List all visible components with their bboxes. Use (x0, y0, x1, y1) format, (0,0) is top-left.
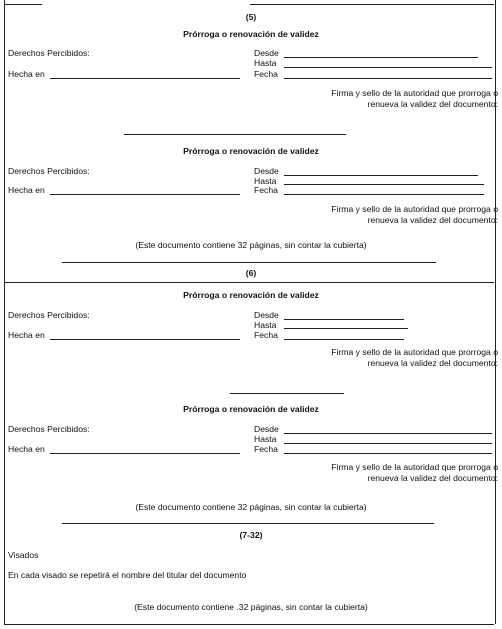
page-number-5: (5) (245, 12, 257, 22)
separator-4 (62, 523, 434, 524)
section-title-4: Prórroga o renovación de validez (183, 404, 319, 414)
footer-note-3: (Este documento contiene .32 páginas, sin contar la cubierta) (134, 602, 368, 612)
firma-text-3: Firma y sello de la autoridad que prorroga o renueva la validez del documento: (331, 347, 498, 368)
separator-2 (62, 262, 436, 263)
fecha-field-2[interactable] (284, 194, 484, 195)
firma-text-1: Firma y sello de la autoridad que prorroga o renueva la validez del documento: (331, 88, 498, 109)
firma-text-4: Firma y sello de la autoridad que prorroga o renueva la validez del documento: (331, 462, 498, 483)
visados-note: En cada visado se repetirá el nombre del titular del documento (8, 570, 247, 580)
section-title-2: Prórroga o renovación de validez (183, 146, 319, 156)
section-title-3: Prórroga o renovación de validez (183, 290, 319, 300)
hasta-field-2[interactable] (284, 184, 484, 185)
fecha-field-1[interactable] (284, 78, 492, 79)
hecha-field-2[interactable] (50, 194, 240, 195)
desde-field-4[interactable] (284, 433, 492, 434)
hecha-field-3[interactable] (50, 339, 240, 340)
separator-1 (124, 134, 346, 135)
fecha-label-1: Fecha (254, 69, 278, 79)
desde-label-3: Desde (254, 310, 279, 320)
hecha-field-4[interactable] (50, 453, 240, 454)
hecha-field-1[interactable] (50, 78, 240, 79)
hasta-field-4[interactable] (284, 443, 492, 444)
derechos-label-1: Derechos Percibidos: (8, 48, 90, 58)
hasta-label-1: Hasta (254, 58, 277, 68)
desde-field-3[interactable] (284, 319, 404, 320)
fecha-label-4: Fecha (254, 444, 278, 454)
desde-field-2[interactable] (284, 175, 478, 176)
hecha-label-2: Hecha en (8, 185, 45, 195)
top-border-right (250, 4, 494, 5)
footer-note-1: (Este documento contiene 32 páginas, sin contar la cubierta) (135, 240, 367, 250)
fecha-field-4[interactable] (284, 453, 492, 454)
desde-label-2: Desde (254, 166, 279, 176)
hecha-label-4: Hecha en (8, 444, 45, 454)
visados-label: Visados (8, 550, 39, 560)
bottom-border (4, 624, 494, 625)
frame-divider (4, 282, 494, 283)
firma-text-2: Firma y sello de la autoridad que prorroga o renueva la validez del documento: (331, 204, 498, 225)
hasta-field-3[interactable] (284, 328, 408, 329)
separator-3 (230, 393, 344, 394)
hecha-label-3: Hecha en (8, 330, 45, 340)
hasta-label-3: Hasta (254, 320, 277, 330)
footer-note-2: (Este documento contiene 32 páginas, sin contar la cubierta) (135, 502, 367, 512)
section-title-1: Prórroga o renovación de validez (183, 29, 319, 39)
hasta-label-2: Hasta (254, 176, 277, 186)
fecha-label-3: Fecha (254, 330, 278, 340)
hasta-field-1[interactable] (284, 67, 492, 68)
fecha-label-2: Fecha (254, 185, 278, 195)
desde-label-4: Desde (254, 424, 279, 434)
page-number-6: (6) (245, 268, 257, 278)
fecha-field-3[interactable] (284, 339, 404, 340)
desde-label-1: Desde (254, 48, 279, 58)
page-number-7-32: (7-32) (239, 530, 263, 540)
hasta-label-4: Hasta (254, 434, 277, 444)
top-border-left (4, 4, 42, 5)
derechos-label-4: Derechos Percibidos: (8, 424, 90, 434)
derechos-label-3: Derechos Percibidos: (8, 310, 90, 320)
hecha-label-1: Hecha en (8, 69, 45, 79)
desde-field-1[interactable] (284, 57, 478, 58)
derechos-label-2: Derechos Percibidos: (8, 166, 90, 176)
